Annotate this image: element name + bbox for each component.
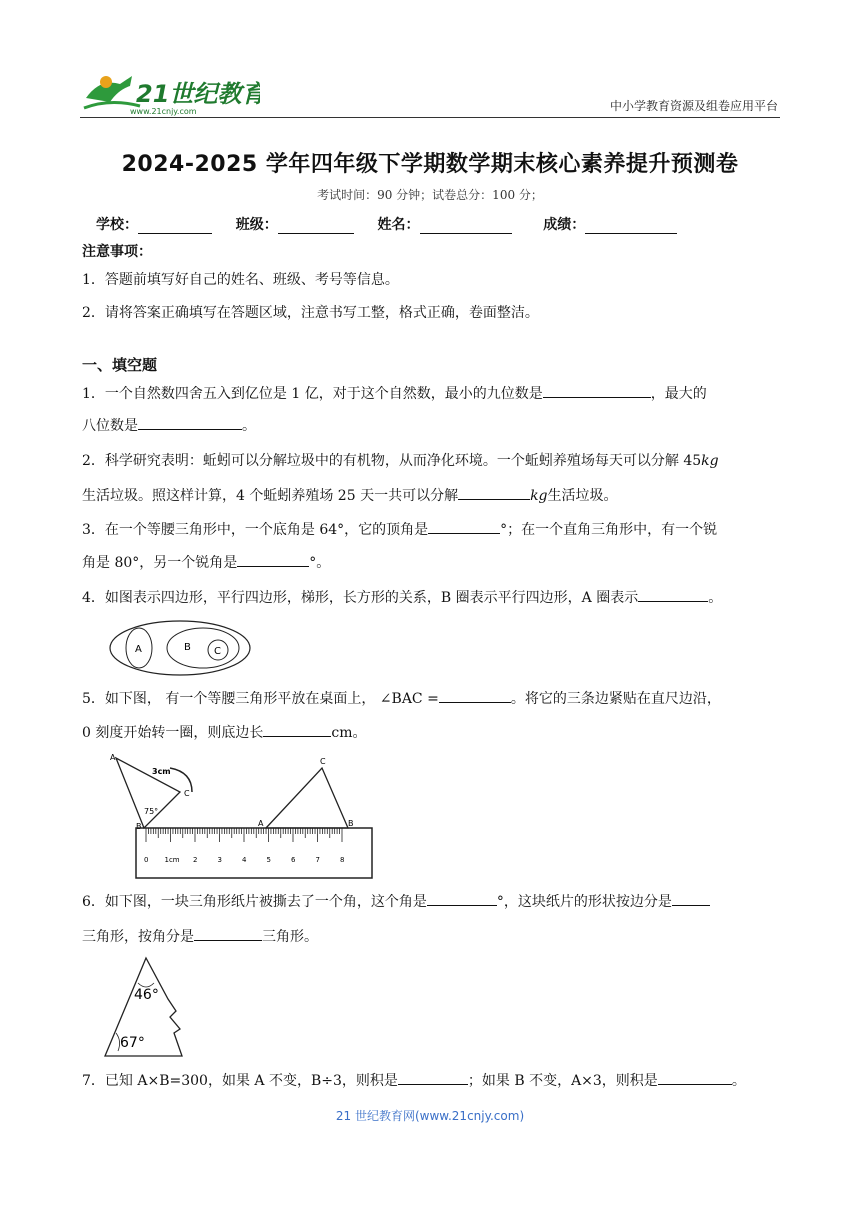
ruler-tick-label: 1cm (164, 856, 180, 864)
q6-blank-3[interactable] (194, 925, 262, 941)
question-4 (82, 586, 722, 608)
ruler-tick-label: 7 (315, 856, 320, 864)
ruler-tick-label: 0 (144, 856, 149, 864)
question-5-cont (82, 721, 366, 743)
q7-text: 7．已知 A×B=300，如果 A 不变，B÷3，则积是 (82, 1073, 398, 1089)
label-c: C (184, 789, 190, 798)
q5-blank-1[interactable] (439, 687, 511, 703)
logo (80, 68, 260, 118)
label-c: C (320, 757, 326, 766)
label-b: B (184, 642, 191, 653)
header-divider (80, 117, 780, 118)
q2-text: 生活垃圾。 (547, 488, 618, 504)
q1-text: 。 (242, 418, 256, 434)
question-5 (82, 687, 721, 709)
ruler-tick-label: 2 (193, 856, 198, 864)
q3-text: 3．在一个等腰三角形中，一个底角是 64°，它的顶角是 (82, 522, 429, 538)
length-label: 3cm (152, 767, 171, 776)
q3-text: °。 (309, 555, 331, 571)
q5-text: 5．如下图， 有一个等腰三角形平放在桌面上， ∠BAC = (82, 691, 439, 707)
quadrilateral-ellipse (110, 621, 250, 675)
label-a: A (110, 753, 116, 762)
ruler-tick-label: 3 (217, 856, 222, 864)
label-b: B (136, 822, 142, 831)
ruler (136, 828, 372, 878)
q7-text: 。 (731, 1073, 746, 1089)
logo-url: www.21cnjy.com (130, 107, 197, 116)
q4-text: 。 (708, 590, 723, 606)
class-blank[interactable] (278, 219, 354, 234)
q5-text: 。将它的三条边紧贴在直尺边沿， (510, 691, 721, 707)
platform-label: 中小学教育资源及组卷应用平台 (609, 99, 778, 113)
q6-text: 三角形。 (262, 929, 318, 945)
question-3 (82, 518, 717, 540)
name-label: 姓名： (377, 217, 420, 233)
question-6 (82, 890, 710, 912)
question-7 (82, 1069, 746, 1091)
question-3-cont (82, 551, 330, 573)
q2-text: 2．科学研究表明：蚯蚓可以分解垃圾中的有机物，从而净化环境。一个蚯蚓养殖场每天可以分解 45 (82, 453, 702, 469)
name-blank[interactable] (420, 219, 512, 234)
q1-text: 八位数是 (82, 418, 138, 434)
q1-text: 1．一个自然数四舍五入到亿位是 1 亿，对于这个自然数，最小的九位数是 (82, 386, 543, 402)
q2-text: 生活垃圾。照这样计算，4 个蚯蚓养殖场 25 天一共可以分解 (82, 488, 459, 504)
class-label: 班级： (235, 217, 278, 233)
label-b: B (348, 819, 354, 828)
q1-text: ，最大的 (650, 386, 707, 402)
ruler-tick-label: 8 (340, 856, 345, 864)
venn-diagram (108, 619, 253, 681)
note-item: 2．请将答案正确填写在答题区域，注意书写工整，格式正确，卷面整洁。 (82, 305, 539, 321)
ruler-figure (108, 752, 378, 884)
q6-blank-2[interactable] (672, 890, 710, 906)
q1-blank-1[interactable] (543, 382, 651, 398)
q5-text: 0 刻度开始转一圈，则底边长 (82, 725, 264, 741)
footer-link[interactable]: 21 世纪教育网(www.21cnjy.com) (335, 1109, 525, 1123)
question-1 (82, 382, 707, 404)
score-label: 成绩： (543, 217, 586, 233)
school-blank[interactable] (138, 219, 212, 234)
question-6-cont (82, 925, 318, 947)
q3-blank-1[interactable] (428, 518, 500, 534)
question-2 (82, 451, 719, 471)
section-heading: 一、填空题 (82, 356, 158, 374)
page-title: 2024-2025 学年四年级下学期数学期末核心素养提升预测卷 (121, 152, 739, 177)
note-item: 1．答题前填写好自己的姓名、班级、考号等信息。 (82, 272, 399, 288)
q5-blank-2[interactable] (263, 721, 331, 737)
ruler-tick-label: 4 (242, 856, 247, 864)
ruler-ticks (146, 828, 342, 842)
q2-unit: kg (701, 453, 719, 469)
q3-text: °；在一个直角三角形中，有一个锐 (500, 522, 718, 538)
label-a: A (135, 644, 142, 655)
score-blank[interactable] (585, 219, 677, 234)
triangle-right (266, 768, 348, 828)
q1-blank-2[interactable] (138, 414, 242, 430)
question-2-cont (82, 484, 618, 506)
angle-label: 75° (144, 807, 159, 816)
q3-blank-2[interactable] (237, 551, 309, 567)
student-info (96, 214, 677, 234)
question-1-cont (82, 414, 256, 436)
q3-text: 角是 80°，另一个锐角是 (82, 555, 238, 571)
q6-text: 6．如下图，一块三角形纸片被撕去了一个角，这个角是 (82, 894, 427, 910)
q2-unit: kg (530, 488, 548, 504)
ruler-tick-label: 5 (266, 856, 271, 864)
exam-subtitle: 考试时间：90 分钟；试卷总分：100 分； (317, 188, 543, 202)
ruler-tick-label: 6 (291, 856, 296, 864)
q2-blank[interactable] (458, 484, 530, 500)
q6-text: 三角形，按角分是 (82, 929, 194, 945)
label-c: C (214, 646, 221, 657)
q7-text: ；如果 B 不变，A×3，则积是 (467, 1073, 658, 1089)
torn-triangle-figure (102, 955, 188, 1063)
label-a: A (258, 819, 264, 828)
school-label: 学校： (96, 217, 138, 233)
q6-blank-1[interactable] (427, 890, 497, 906)
ruler-labels (144, 856, 344, 864)
q4-blank[interactable] (638, 586, 708, 602)
bottom-angle-label: 67° (120, 1035, 145, 1051)
q7-blank-2[interactable] (658, 1069, 732, 1085)
q5-text: cm。 (331, 725, 367, 741)
notes-heading: 注意事项： (82, 244, 152, 260)
q6-text: °，这块纸片的形状按边分是 (496, 894, 672, 910)
top-angle-label: 46° (134, 987, 159, 1003)
runner-logo-icon (84, 76, 140, 108)
q4-text: 4．如图表示四边形，平行四边形，梯形，长方形的关系，B 圈表示平行四边形，A 圈表示 (82, 590, 639, 606)
q7-blank-1[interactable] (398, 1069, 468, 1085)
logo-text: 21世纪教育 (136, 80, 260, 108)
